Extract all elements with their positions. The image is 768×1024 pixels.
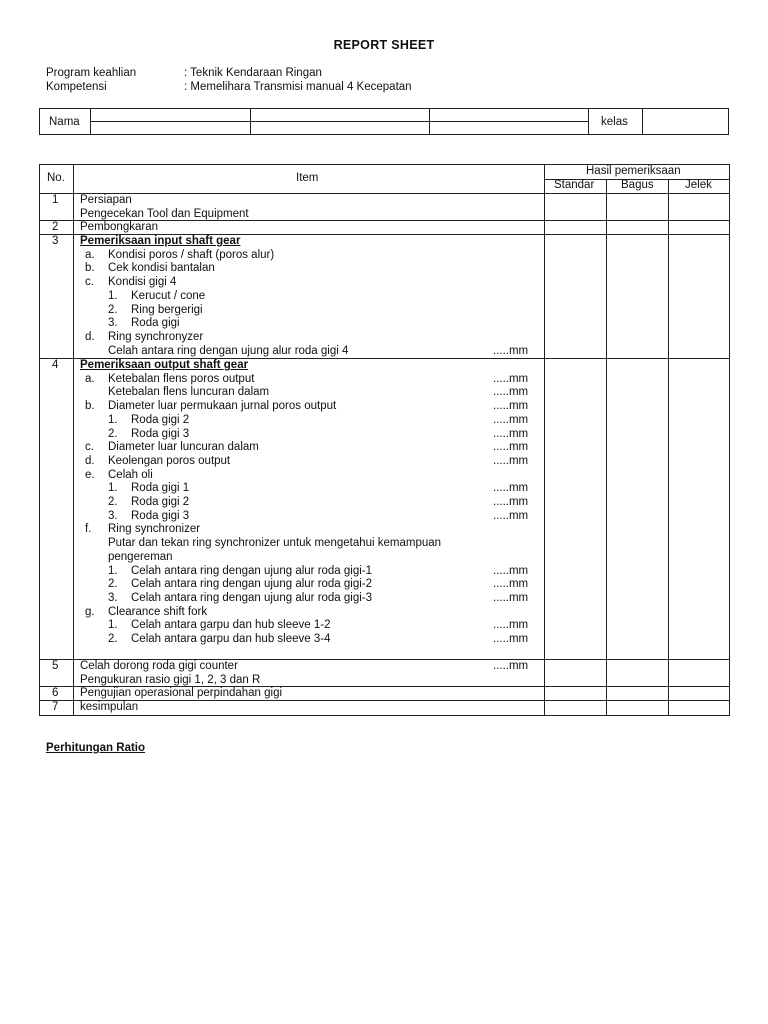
item-text: Pembongkaran — [80, 221, 158, 233]
unit-mm: .....mm — [493, 660, 529, 672]
item-marker: 3. — [108, 317, 118, 330]
item-text: Ketebalan flens poros output — [108, 372, 255, 385]
sub-item-text: Roda gigi 2 — [131, 496, 190, 508]
item-text: Pengecekan Tool dan Equipment — [80, 207, 249, 220]
item-text: Ring synchronyzer — [108, 330, 204, 343]
item-marker: a. — [85, 372, 95, 385]
item-text: kesimpulan — [80, 701, 139, 713]
row-number: 3 — [52, 235, 59, 247]
item-marker: 3. — [108, 591, 118, 604]
section-heading: Pemeriksaan output shaft gear — [80, 359, 249, 371]
unit-mm: .....mm — [493, 454, 529, 467]
program-keahlian-label: Program keahlian — [46, 67, 137, 79]
row-number: 1 — [52, 194, 59, 206]
item-marker: 1. — [108, 289, 118, 302]
sub-item-text: Celah antara garpu dan hub sleeve 3-4 — [131, 633, 331, 645]
item-marker: 2. — [108, 496, 118, 508]
unit-mm: .....mm — [493, 400, 529, 413]
item-marker: 2. — [108, 427, 118, 440]
sub-item-text: Kerucut / cone — [131, 289, 206, 302]
result-cell-jelek[interactable] — [669, 359, 729, 659]
result-cell-bagus[interactable] — [607, 359, 668, 659]
unit-mm: .....mm — [493, 496, 529, 508]
nama-field-5[interactable] — [429, 109, 588, 121]
item-text: Keolengan poros output — [108, 454, 231, 467]
item-marker: a. — [85, 248, 95, 261]
unit-mm: .....mm — [493, 386, 529, 399]
unit-mm: .....mm — [493, 591, 529, 604]
nama-field-1[interactable] — [90, 109, 250, 121]
kelas-field[interactable] — [643, 109, 729, 135]
result-cell-standar[interactable] — [545, 235, 606, 358]
item-marker: 1. — [108, 619, 118, 632]
row-number: 5 — [52, 660, 59, 672]
kompetensi-value: : Memelihara Transmisi manual 4 Kecepatan — [184, 81, 412, 93]
sub-item-text: Roda gigi 3 — [131, 427, 190, 440]
item-marker: c. — [85, 276, 94, 289]
item-marker: d. — [85, 330, 95, 343]
item-text: Ketebalan flens luncuran dalam — [108, 386, 270, 399]
unit-mm: .....mm — [493, 564, 529, 577]
result-cell-jelek[interactable] — [669, 194, 729, 220]
item-text: Kondisi gigi 4 — [108, 276, 177, 289]
result-cell-jelek[interactable] — [669, 235, 729, 358]
item-text: Kondisi poros / shaft (poros alur) — [108, 248, 275, 261]
row-number: 6 — [52, 687, 59, 699]
result-cell-jelek[interactable] — [669, 701, 729, 716]
unit-mm: .....mm — [493, 372, 529, 385]
item-text: Celah dorong roda gigi counter — [80, 660, 238, 672]
col-divider-no — [73, 165, 74, 716]
kelas-label: kelas — [601, 116, 628, 128]
item-marker: g. — [85, 605, 95, 618]
item-text: Diameter luar luncuran dalam — [108, 441, 259, 454]
result-cell-bagus[interactable] — [607, 701, 668, 716]
result-cell-bagus[interactable] — [607, 660, 668, 686]
item-marker: 3. — [108, 509, 118, 522]
unit-mm: .....mm — [493, 633, 529, 645]
row-number: 7 — [52, 701, 59, 713]
item-text: Putar dan tekan ring synchronizer untuk mengetahui kemampuan — [108, 537, 442, 550]
sub-item-text: Roda gigi 3 — [131, 509, 190, 522]
item-text: Pengujian operasional perpindahan gigi — [80, 687, 283, 699]
sub-item-text: Celah antara ring dengan ujung alur roda gigi-3 — [131, 591, 373, 604]
header-hasil-pemeriksaan: Hasil pemeriksaan — [586, 165, 681, 177]
row-number: 4 — [52, 359, 59, 371]
item-marker: 2. — [108, 633, 118, 645]
item-marker: b. — [85, 400, 95, 413]
item-marker: e. — [85, 468, 95, 481]
sub-item-text: Celah antara ring dengan ujung alur roda gigi-1 — [131, 564, 373, 577]
item-text: Diameter luar permukaan jurnal poros output — [108, 400, 337, 413]
result-cell-standar[interactable] — [545, 221, 606, 234]
sub-item-text: Roda gigi — [131, 317, 180, 330]
result-cell-jelek[interactable] — [669, 687, 729, 700]
result-cell-bagus[interactable] — [607, 687, 668, 700]
result-cell-standar[interactable] — [545, 701, 606, 716]
item-marker: 1. — [108, 413, 118, 426]
nama-field-2[interactable] — [90, 122, 250, 135]
unit-mm: .....mm — [493, 344, 529, 357]
result-cell-jelek[interactable] — [669, 221, 729, 234]
nama-label: Nama — [49, 116, 80, 128]
sub-item-text: Celah antara ring dengan ujung alur roda gigi-2 — [131, 578, 373, 591]
item-marker: 1. — [108, 482, 118, 495]
unit-mm: .....mm — [493, 509, 529, 522]
unit-mm: .....mm — [493, 578, 529, 591]
result-cell-standar[interactable] — [545, 194, 606, 220]
sub-item-text: Ring bergerigi — [131, 303, 203, 316]
program-keahlian-value: : Teknik Kendaraan Ringan — [184, 67, 322, 79]
item-marker: 2. — [108, 303, 118, 316]
item-marker: b. — [85, 262, 95, 275]
kompetensi-label: Kompetensi — [46, 81, 107, 93]
unit-mm: .....mm — [493, 482, 529, 495]
item-text: Celah antara ring dengan ujung alur roda gigi 4 — [108, 344, 349, 357]
item-marker: f. — [85, 523, 92, 536]
item-text: Ring synchronizer — [108, 523, 201, 536]
section-heading: Pemeriksaan input shaft gear — [80, 235, 241, 247]
item-marker: c. — [85, 441, 94, 454]
item-text: Clearance shift fork — [108, 605, 208, 618]
item-text: pengereman — [108, 550, 173, 563]
result-cell-standar[interactable] — [545, 660, 606, 686]
perhitungan-ratio-heading: Perhitungan Ratio — [46, 742, 146, 754]
item-text: Persiapan — [80, 194, 132, 206]
result-cell-standar[interactable] — [545, 359, 606, 659]
item-text: Cek kondisi bantalan — [108, 262, 215, 275]
report-title: REPORT SHEET — [333, 38, 435, 52]
inspection-table — [39, 164, 730, 716]
result-cell-standar[interactable] — [545, 687, 606, 700]
result-cell-jelek[interactable] — [669, 660, 729, 686]
item-text: Celah oli — [108, 468, 153, 481]
header-bagus: Bagus — [621, 179, 654, 191]
item-text: Pengukuran rasio gigi 1, 2, 3 dan R — [80, 673, 261, 686]
result-cell-bagus[interactable] — [607, 235, 668, 358]
unit-mm: .....mm — [493, 413, 529, 426]
nama-field-3[interactable] — [250, 109, 429, 121]
row-number: 2 — [52, 221, 59, 233]
item-marker: 1. — [108, 564, 118, 577]
header-item: Item — [296, 172, 319, 184]
unit-mm: .....mm — [493, 441, 529, 454]
header-no: No. — [47, 172, 65, 184]
nama-field-6[interactable] — [429, 122, 588, 135]
sub-item-text: Roda gigi 2 — [131, 413, 190, 426]
sub-item-text: Celah antara garpu dan hub sleeve 1-2 — [131, 619, 331, 632]
nama-kelas-box — [39, 108, 729, 135]
header-standar: Standar — [554, 179, 595, 191]
unit-mm: .....mm — [493, 619, 529, 632]
result-cell-bagus[interactable] — [607, 194, 668, 220]
result-cell-bagus[interactable] — [607, 221, 668, 234]
item-marker: d. — [85, 454, 95, 467]
header-jelek: Jelek — [685, 179, 712, 191]
nama-field-4[interactable] — [250, 122, 429, 135]
item-marker: 2. — [108, 578, 118, 591]
sub-item-text: Roda gigi 1 — [131, 482, 190, 495]
unit-mm: .....mm — [493, 427, 529, 440]
